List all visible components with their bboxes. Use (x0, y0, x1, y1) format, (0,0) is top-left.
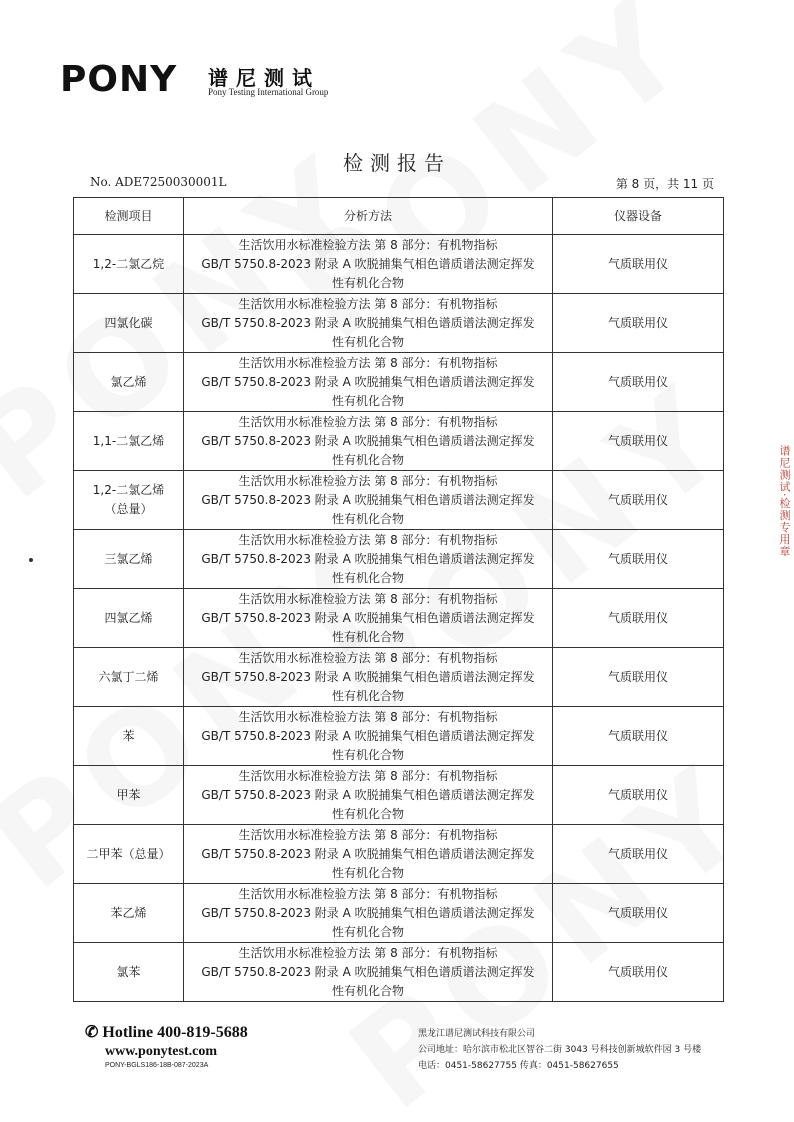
cell-test-item: 1,2-二氯乙烯 （总量） (74, 471, 184, 530)
method-line: 生活饮用水标准检验方法 第 8 部分：有机物指标 (238, 473, 498, 488)
table-row (74, 766, 724, 825)
cell-equipment: 气质联用仪 (553, 471, 724, 530)
method-line: 生活饮用水标准检验方法 第 8 部分：有机物指标 (238, 768, 498, 783)
cell-equipment: 气质联用仪 (553, 825, 724, 884)
report-title: 检测报告 (343, 151, 451, 175)
cell-test-item: 甲苯 (74, 766, 184, 825)
cell-analysis-method (184, 589, 553, 648)
method-line: GB/T 5750.8-2023 附录 A 吹脱捕集气相色谱质谱法测定挥发 (201, 374, 535, 389)
method-line: GB/T 5750.8-2023 附录 A 吹脱捕集气相色谱质谱法测定挥发 (201, 905, 535, 920)
company-phone: 电话：0451-58627755 传真：0451-58627655 (418, 1061, 619, 1071)
method-line: GB/T 5750.8-2023 附录 A 吹脱捕集气相色谱质谱法测定挥发 (201, 433, 535, 448)
report-number: No. ADE7250030001L (90, 175, 227, 189)
cell-test-item: 三氯乙烯 (74, 530, 184, 589)
method-line: GB/T 5750.8-2023 附录 A 吹脱捕集气相色谱质谱法测定挥发 (201, 492, 535, 507)
table-row (74, 294, 724, 353)
table-row (74, 589, 724, 648)
header-equipment: 仪器设备 (553, 198, 724, 235)
method-line: 性有机化合物 (331, 983, 404, 998)
cell-equipment: 气质联用仪 (553, 235, 724, 294)
form-code: PONY-BGLS186-18B-087-2023A (105, 1062, 209, 1069)
table-header-row (74, 198, 724, 235)
method-line: 生活饮用水标准检验方法 第 8 部分：有机物指标 (238, 237, 498, 252)
header-analysis-method: 分析方法 (184, 198, 553, 235)
table-row (74, 235, 724, 294)
cell-test-item: 四氯化碳 (74, 294, 184, 353)
cell-analysis-method (184, 530, 553, 589)
method-line: 性有机化合物 (331, 334, 404, 349)
method-line: 生活饮用水标准检验方法 第 8 部分：有机物指标 (238, 650, 498, 665)
method-line: 性有机化合物 (331, 511, 404, 526)
table-row (74, 530, 724, 589)
cell-test-item: 1,2-二氯乙烷 (74, 235, 184, 294)
cell-test-item: 六氯丁二烯 (74, 648, 184, 707)
method-line: 生活饮用水标准检验方法 第 8 部分：有机物指标 (238, 355, 498, 370)
logo-english-name: Pony Testing International Group (208, 87, 329, 97)
method-line: 生活饮用水标准检验方法 第 8 部分：有机物指标 (238, 709, 498, 724)
cell-analysis-method (184, 353, 553, 412)
footer-contact (85, 1022, 248, 1069)
method-line: 性有机化合物 (331, 688, 404, 703)
cell-test-item: 二甲苯（总量） (74, 825, 184, 884)
cell-equipment: 气质联用仪 (553, 884, 724, 943)
table-row (74, 412, 724, 471)
method-line: 生活饮用水标准检验方法 第 8 部分：有机物指标 (238, 296, 498, 311)
test-methods-table (73, 197, 724, 1002)
cell-analysis-method (184, 825, 553, 884)
method-line: 性有机化合物 (331, 275, 404, 290)
company-address: 公司地址：哈尔滨市松北区智谷二街 3043 号科技创新城软件园 3 号楼 (418, 1045, 702, 1055)
table-row (74, 353, 724, 412)
cell-analysis-method (184, 412, 553, 471)
method-line: 性有机化合物 (331, 570, 404, 585)
cell-analysis-method (184, 884, 553, 943)
method-line: 性有机化合物 (331, 806, 404, 821)
method-line: 生活饮用水标准检验方法 第 8 部分：有机物指标 (238, 886, 498, 901)
cell-test-item: 苯乙烯 (74, 884, 184, 943)
cell-equipment: 气质联用仪 (553, 294, 724, 353)
method-line: 性有机化合物 (331, 393, 404, 408)
cell-analysis-method (184, 766, 553, 825)
logo-chinese-name: 谱尼测试 (208, 66, 320, 90)
logo-mark: PONY (60, 59, 178, 100)
cell-analysis-method (184, 648, 553, 707)
method-line: GB/T 5750.8-2023 附录 A 吹脱捕集气相色谱质谱法测定挥发 (201, 728, 535, 743)
method-line: GB/T 5750.8-2023 附录 A 吹脱捕集气相色谱质谱法测定挥发 (201, 256, 535, 271)
method-line: 生活饮用水标准检验方法 第 8 部分：有机物指标 (238, 827, 498, 842)
cell-test-item: 苯 (74, 707, 184, 766)
method-line: GB/T 5750.8-2023 附录 A 吹脱捕集气相色谱质谱法测定挥发 (201, 551, 535, 566)
method-line: GB/T 5750.8-2023 附录 A 吹脱捕集气相色谱质谱法测定挥发 (201, 964, 535, 979)
table-row (74, 471, 724, 530)
table-row (74, 825, 724, 884)
cell-equipment: 气质联用仪 (553, 353, 724, 412)
table-row (74, 884, 724, 943)
method-line: 生活饮用水标准检验方法 第 8 部分：有机物指标 (238, 591, 498, 606)
method-line: 性有机化合物 (331, 629, 404, 644)
cell-equipment: 气质联用仪 (553, 766, 724, 825)
company-name: 黑龙江谱尼测试科技有限公司 (418, 1029, 536, 1039)
method-line: 生活饮用水标准检验方法 第 8 部分：有机物指标 (238, 532, 498, 547)
method-line: GB/T 5750.8-2023 附录 A 吹脱捕集气相色谱质谱法测定挥发 (201, 315, 535, 330)
method-line: GB/T 5750.8-2023 附录 A 吹脱捕集气相色谱质谱法测定挥发 (201, 787, 535, 802)
method-line: 性有机化合物 (331, 452, 404, 467)
cell-equipment: 气质联用仪 (553, 648, 724, 707)
cell-test-item: 氯苯 (74, 943, 184, 1002)
cell-test-item: 1,1-二氯乙烯 (74, 412, 184, 471)
cell-analysis-method (184, 235, 553, 294)
website-text: www.ponytest.com (105, 1044, 217, 1059)
cell-analysis-method (184, 471, 553, 530)
cell-equipment: 气质联用仪 (553, 530, 724, 589)
cell-test-item: 四氯乙烯 (74, 589, 184, 648)
cell-analysis-method (184, 943, 553, 1002)
page-indicator: 第 8 页，共 11 页 (615, 177, 714, 191)
method-line: 性有机化合物 (331, 865, 404, 880)
scan-speck (29, 558, 33, 562)
cell-test-item: 氯乙烯 (74, 353, 184, 412)
method-line: GB/T 5750.8-2023 附录 A 吹脱捕集气相色谱质谱法测定挥发 (201, 610, 535, 625)
hotline-text: ✆ Hotline 400-819-5688 (85, 1024, 248, 1041)
cell-equipment: 气质联用仪 (553, 943, 724, 1002)
cell-analysis-method (184, 707, 553, 766)
table-row (74, 707, 724, 766)
method-line: 性有机化合物 (331, 747, 404, 762)
cell-equipment: 气质联用仪 (553, 707, 724, 766)
cell-equipment: 气质联用仪 (553, 412, 724, 471)
footer-company-info (418, 1026, 701, 1074)
header-test-item: 检测项目 (74, 198, 184, 235)
method-line: 生活饮用水标准检验方法 第 8 部分：有机物指标 (238, 414, 498, 429)
cell-analysis-method (184, 294, 553, 353)
method-line: 性有机化合物 (331, 924, 404, 939)
table-row (74, 648, 724, 707)
method-line: 生活饮用水标准检验方法 第 8 部分：有机物指标 (238, 945, 498, 960)
side-seal-stamp: 谱尼测试·检测专用章 (778, 445, 791, 558)
method-line: GB/T 5750.8-2023 附录 A 吹脱捕集气相色谱质谱法测定挥发 (201, 669, 535, 684)
table-row (74, 943, 724, 1002)
method-line: GB/T 5750.8-2023 附录 A 吹脱捕集气相色谱质谱法测定挥发 (201, 846, 535, 861)
cell-equipment: 气质联用仪 (553, 589, 724, 648)
